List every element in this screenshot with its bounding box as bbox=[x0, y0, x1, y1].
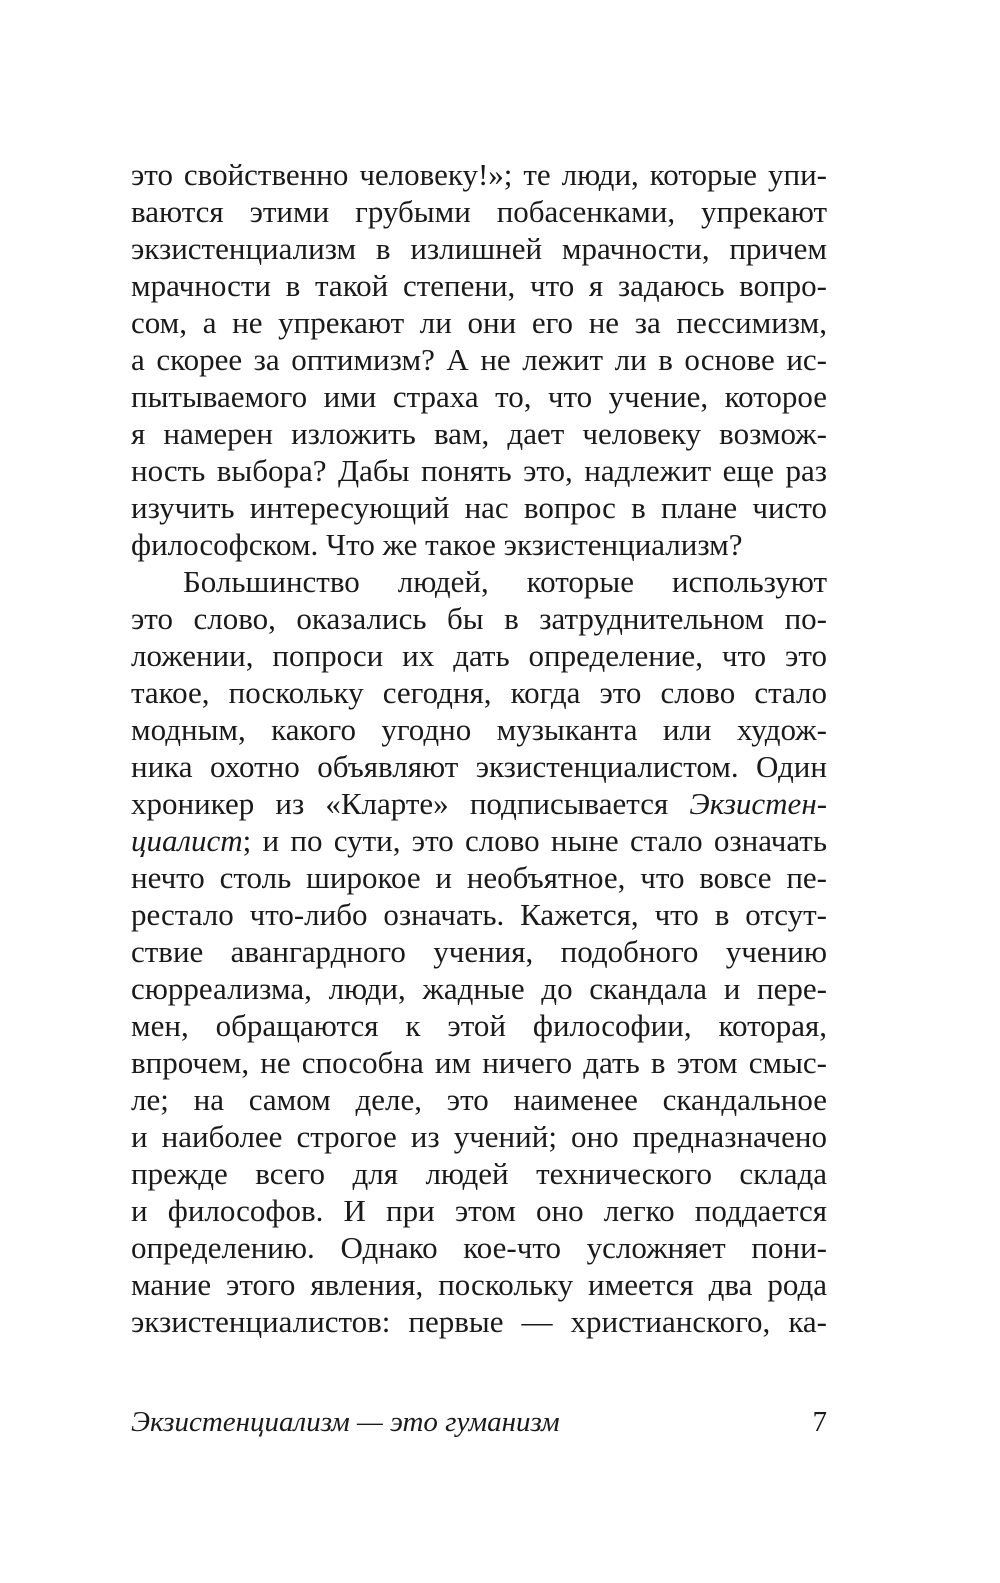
text-line: ника охотно объявляют экзистенциалистом. Один bbox=[131, 749, 827, 784]
body-text bbox=[131, 156, 827, 1340]
text-line: изучить интересующий нас вопрос в плане чисто bbox=[131, 490, 827, 525]
text-line: это свойственно человеку!»; те люди, которые упи- bbox=[131, 157, 827, 192]
text-line: мание этого явления, поскольку имеется два рода bbox=[131, 1267, 827, 1302]
text-line: и наиболее строгое из учений; оно предназначено bbox=[131, 1119, 827, 1154]
text-line: это слово, оказались бы в затруднительном по- bbox=[131, 601, 827, 636]
text-line-plain: ; и по сути, это слово ныне стало означать bbox=[242, 823, 827, 858]
text-line: сюрреализма, люди, жадные до скандала и пере- bbox=[131, 971, 827, 1006]
text-line: ность выбора? Дабы понять это, надлежит еще раз bbox=[131, 453, 827, 488]
text-line: определению. Однако кое-что усложняет пони- bbox=[131, 1230, 827, 1265]
text-line: впрочем, не способна им ничего дать в этом смыс- bbox=[131, 1045, 827, 1080]
text-line: экзистенциализм в излишней мрачности, причем bbox=[131, 231, 827, 266]
text-line: а скорее за оптимизм? А не лежит ли в основе ис- bbox=[131, 342, 827, 377]
text-line: пытываемого ими страха то, что учение, которое bbox=[131, 379, 827, 414]
text-line bbox=[131, 822, 827, 859]
text-line: ваются этими грубыми побасенками, упрекают bbox=[131, 194, 827, 229]
text-line: нечто столь широкое и необъятное, что вовсе пе- bbox=[131, 860, 827, 895]
text-line-plain: хроникер из «Кларте» подписывается bbox=[131, 786, 669, 821]
text-line: прежде всего для людей технического склада bbox=[131, 1156, 827, 1191]
text-line: сом, а не упрекают ли они его не за пессимизм, bbox=[131, 305, 827, 340]
text-line: ствие авангардного учения, подобного учению bbox=[131, 934, 827, 969]
paragraph-1 bbox=[131, 156, 827, 563]
text-line: модным, какого угодно музыканта или худож- bbox=[131, 712, 827, 747]
text-line: мрачности в такой степени, что я задаюсь вопро- bbox=[131, 268, 827, 303]
text-line: и философов. И при этом оно легко поддается bbox=[131, 1193, 827, 1228]
page-number: 7 bbox=[812, 1406, 827, 1438]
paragraph-2 bbox=[131, 563, 827, 1340]
running-title: Экзистенциализм — это гуманизм bbox=[131, 1406, 560, 1438]
text-line: Большинство людей, которые используют bbox=[183, 564, 827, 599]
text-line: мен, обращаются к этой философии, которая, bbox=[131, 1008, 827, 1043]
italic-term: циалист bbox=[131, 823, 243, 858]
text-line: ложении, попроси их дать определение, что это bbox=[131, 638, 827, 673]
text-line: философском. Что же такое экзистенциализм? bbox=[131, 527, 743, 562]
text-line: рестало что-либо означать. Кажется, что в отсут- bbox=[131, 897, 827, 932]
italic-term: Экзистен- bbox=[689, 786, 828, 821]
text-line bbox=[131, 785, 827, 822]
text-line: я намерен изложить вам, дает человеку возмож- bbox=[131, 416, 827, 451]
text-line: экзистенциалистов: первые — христианского, ка- bbox=[131, 1304, 827, 1339]
text-line: такое, поскольку сегодня, когда это слово стало bbox=[131, 675, 827, 710]
text-line: ле; на самом деле, это наименее скандальное bbox=[131, 1082, 827, 1117]
